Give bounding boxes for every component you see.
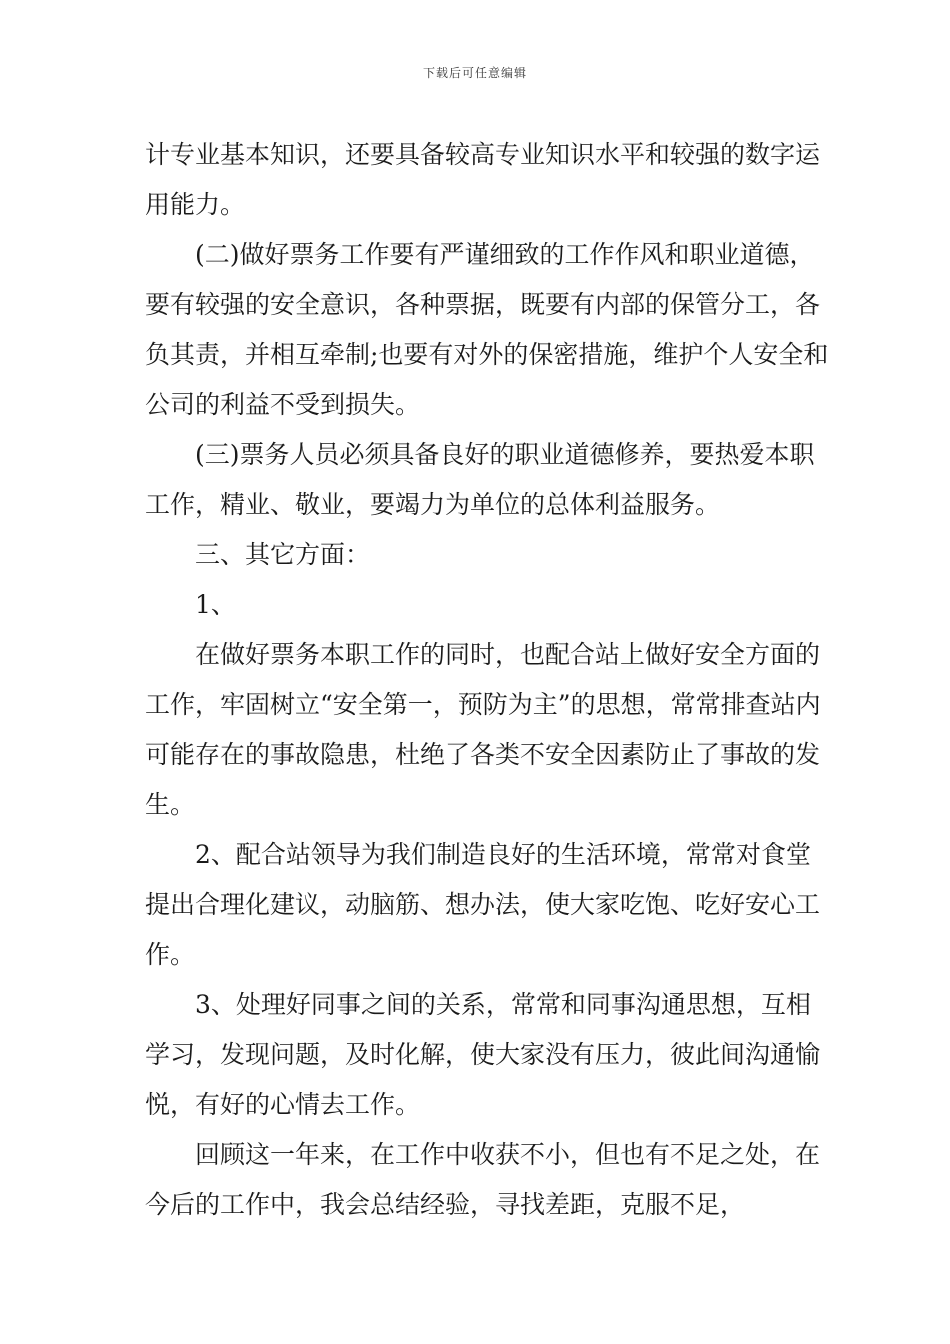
paragraph-living-environment: 2、配合站领导为我们制造良好的生活环境，常常对食堂提出合理化建议，动脑筋、想办法，使大家吃饱、吃好安心工作。 [145, 840, 821, 969]
paragraph-colleague-relations: 3、处理好同事之间的关系，常常和同事沟通思想，互相学习，发现问题，及时化解，使大家没有压力，彼此间沟通愉悦，有好的心情去工作。 [145, 990, 821, 1119]
list-number-one: 1、 [195, 590, 236, 619]
document-body [145, 130, 835, 1230]
paragraph-item-three: (三)票务人员必须具备良好的职业道德修养，要热爱本职工作，精业、敬业，要竭力为单位的总体利益服务。 [145, 440, 815, 519]
paragraph-item-two: (二)做好票务工作要有严谨细致的工作作风和职业道德，要有较强的安全意识，各种票据，既要有内部的保管分工，各负其责，并相互牵制;也要有对外的保密措施，维护个人安全和公司的利益不受到损失。 [145, 240, 829, 419]
paragraph-review: 回顾这一年来，在工作中收获不小，但也有不足之处，在今后的工作中，我会总结经验，寻找差距，克服不足， [145, 1140, 821, 1219]
page-header: 下载后可任意编辑 [422, 66, 527, 80]
section-heading-other-aspects: 三、其它方面： [195, 540, 371, 569]
paragraph-safety-work: 在做好票务本职工作的同时，也配合站上做好安全方面的工作，牢固树立“安全第一，预防为主”的思想，常常排查站内可能存在的事故隐患，杜绝了各类不安全因素防止了事故的发生。 [145, 640, 821, 819]
paragraph-continuation: 计专业基本知识，还要具备较高专业知识水平和较强的数字运用能力。 [145, 140, 821, 219]
